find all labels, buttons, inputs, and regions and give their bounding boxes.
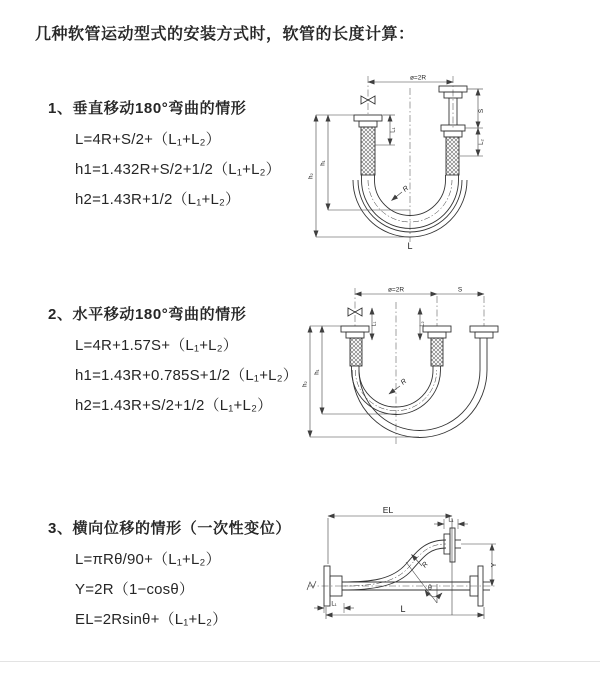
formula-h2: h2=1.43R+S/2+1/2（L₁+L₂） [75,397,273,414]
dim-h2-label: h₂ [302,381,309,387]
page-title: 几种软管运动型式的安装方式时，软管的长度计算： [35,26,415,43]
dimensions [310,294,484,437]
pipe-break-mark [307,581,316,590]
formula-h1: h1=1.432R+S/2+1/2（L₁+L₂） [75,161,281,178]
formula-l: L=πRθ/90+（L₁+L₂） [75,551,221,568]
formula-l: L=4R+S/2+（L₁+L₂） [75,131,221,148]
section-1-heading: 1、垂直移动180°弯曲的情形 [48,100,247,117]
valve-icon [361,96,375,104]
pipes-and-flanges [324,528,490,606]
diagram-horizontal-180-bend [302,282,600,452]
dim-s-label: S [478,108,485,114]
length-label: L [407,241,413,251]
hose-u-bends [352,370,488,438]
dim-l1-left-label: L₁ [331,601,337,608]
section-lateral-displacement [48,517,291,635]
braided-hose-left [350,338,362,366]
dim-s-label: S [457,286,463,294]
formula-h2: h2=1.43R+1/2（L₁+L₂） [75,191,241,208]
dimension-labels [303,287,463,387]
radius-label: R [421,560,430,570]
section-2-heading: 2、水平移动180°弯曲的情形 [48,306,247,323]
dim-el-label: EL [382,505,394,515]
section-vertical-180 [48,97,281,215]
dim-l2-label: L₂ [479,139,485,145]
dim-h1-label: h₁ [314,369,321,375]
dim-l1-top-label: L₁ [448,517,454,524]
dimension-labels [331,505,498,614]
formula-l: L=4R+1.57S+（L₁+L₂） [75,337,238,354]
dim-y-label: Y [491,562,498,568]
braided-hose-left [361,127,375,175]
dim-l-label: L [400,604,406,614]
formula-y: Y=2R（1−cosθ） [75,581,195,598]
section-horizontal-180 [48,303,298,421]
formula-h1: h1=1.43R+0.785S+1/2（L₁+L₂） [75,367,298,384]
centerlines [368,76,453,242]
dim-l1-label: L₁ [390,127,397,133]
valve-icon [348,308,362,316]
formula-el: EL=2Rsinθ+（L₁+L₂） [75,611,228,628]
hose-s-curve [342,540,446,590]
section-3-heading: 3、横向位移的情形（一次性变位） [48,520,291,537]
braided-hose-mid [431,338,443,366]
dim-l2-label: L₂ [419,321,426,327]
radius-label: R [401,184,411,194]
diagram-lateral-displacement [300,502,600,647]
braided-hose-right [446,137,459,175]
diagram-vertical-180-bend [306,70,596,265]
pipes-and-flanges [341,308,498,370]
dim-h1-label: h₁ [320,160,327,166]
dim-l1-label: L₁ [371,321,378,327]
pipes-and-flanges [354,86,467,180]
radius-label: R [399,377,409,387]
dim-h2-label: h₂ [308,173,315,179]
dim-width-label: ø=2R [409,74,427,82]
page-edge-line [0,661,600,662]
angle-label: θ [428,585,432,592]
dim-width-label: ø=2R [387,286,405,294]
